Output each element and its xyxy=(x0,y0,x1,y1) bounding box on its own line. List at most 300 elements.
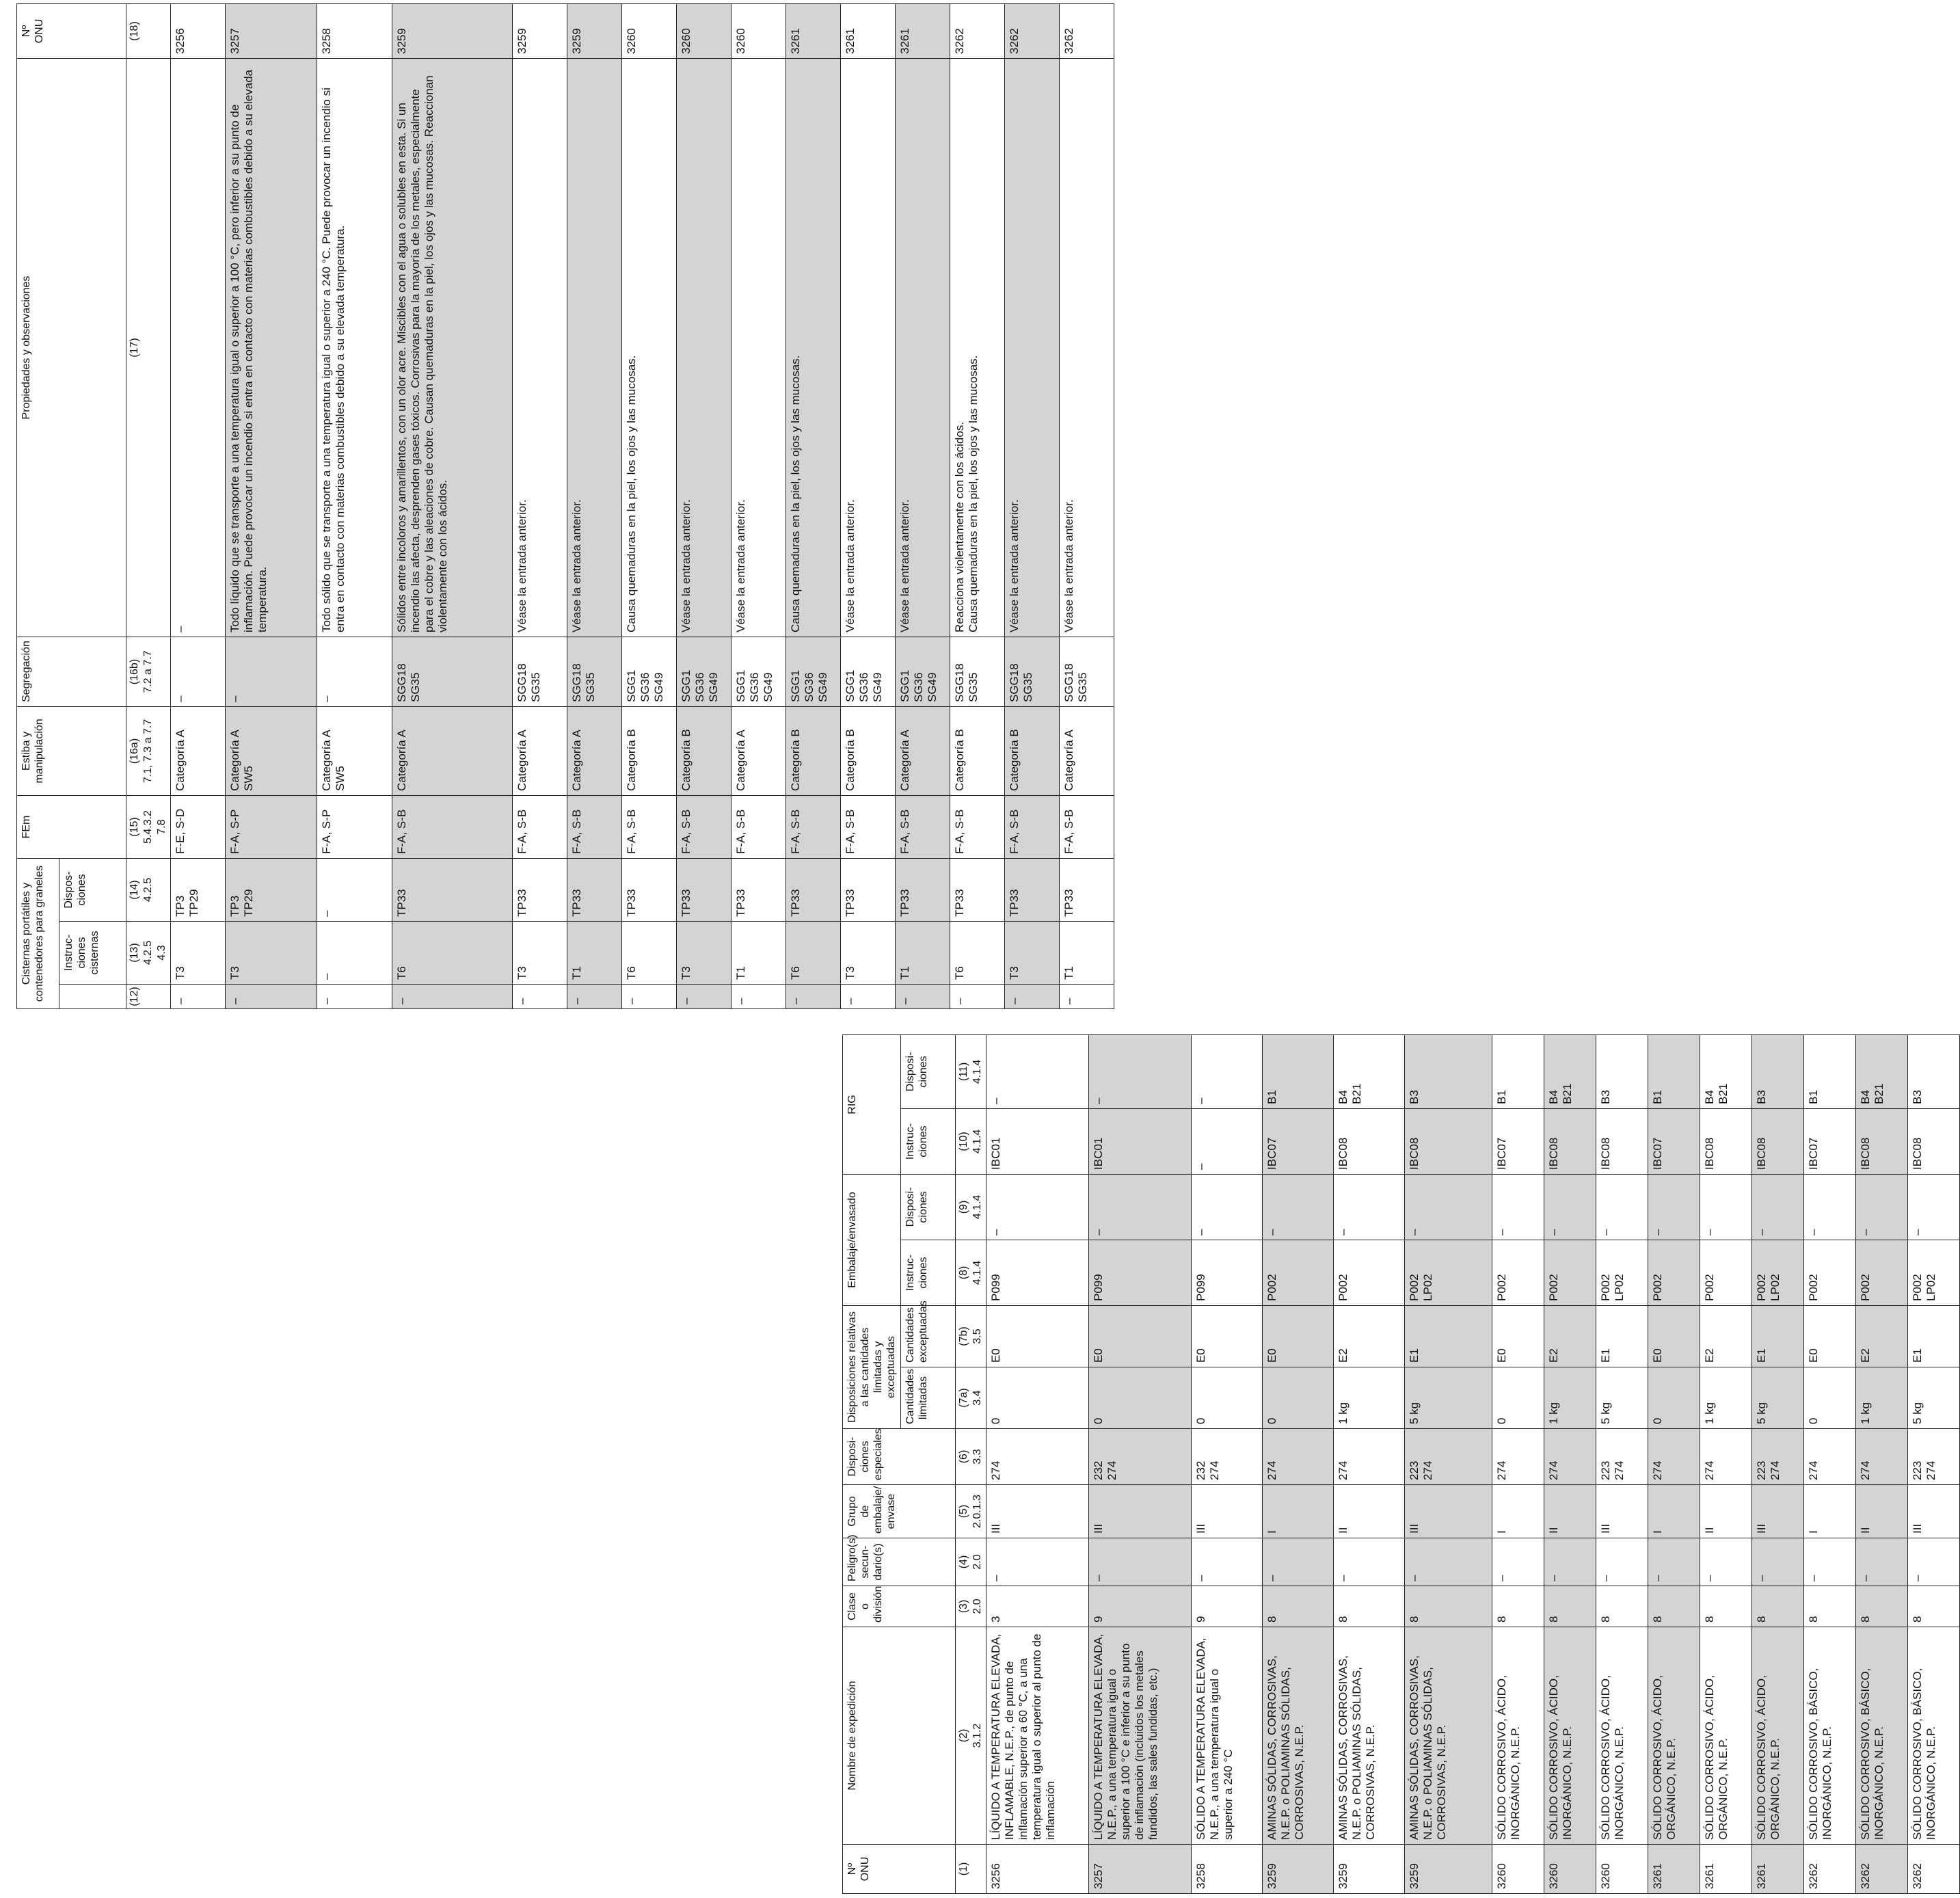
cell-subsidiary-risk: – xyxy=(1192,1538,1263,1586)
column-ref: (7b) 3.5 xyxy=(956,1305,986,1367)
cell-stowage: Categoría A xyxy=(1060,707,1114,796)
cell-packing-group: II xyxy=(1856,1485,1908,1538)
cell-ibc-provision: B3 xyxy=(1405,1034,1492,1108)
cell-col12: – xyxy=(896,985,950,1009)
cell-special-provisions: 274 xyxy=(1492,1429,1544,1485)
cell-excepted-quantity: E0 xyxy=(1263,1305,1334,1367)
header-limited-quantities: Cantidades limitadas xyxy=(901,1367,956,1429)
cell-packing-group: III xyxy=(1908,1485,1960,1538)
cell-class: 3 xyxy=(986,1586,1089,1627)
cell-packing-group: I xyxy=(1263,1485,1334,1538)
cell-segregation: SGG18 SG35 xyxy=(392,637,513,707)
header-limited-excepted-group: Disposiciones relativas a las cantidades limitadas y exceptuadas xyxy=(843,1305,901,1428)
cell-segregation: SGG1 SG36 SG49 xyxy=(677,637,731,707)
cell-properties: Véase la entrada anterior. xyxy=(677,59,731,637)
cell-tank-provision: TP33 xyxy=(841,859,896,922)
table-row xyxy=(513,4,567,1009)
column-ref: (16b) 7.2 a 7.7 xyxy=(126,637,171,707)
cell-limited-quantity: 5 kg xyxy=(1908,1367,1960,1429)
column-ref: (4) 2.0 xyxy=(956,1538,986,1586)
cell-properties: – xyxy=(171,59,226,637)
cell-ems: F-A, S-B xyxy=(513,796,567,859)
cell-ibc-provision: B3 xyxy=(1752,1034,1804,1108)
cell-tank-provision: TP33 xyxy=(1060,859,1114,922)
cell-un-number: 3262 xyxy=(1908,1845,1960,1894)
cell-ibc-provision: B1 xyxy=(1263,1034,1334,1108)
cell-excepted-quantity: E2 xyxy=(1544,1305,1596,1367)
cell-tank-instruction: T1 xyxy=(1060,922,1114,985)
cell-packing-instruction: P002 xyxy=(1263,1240,1334,1305)
dangerous-goods-table-right xyxy=(16,3,1114,1009)
cell-class: 9 xyxy=(1192,1586,1263,1627)
cell-shipping-name: SÓLIDO CORROSIVO, ÁCIDO, ORGÁNICO, N.E.P. xyxy=(1648,1627,1700,1845)
cell-tank-provision: TP33 xyxy=(950,859,1005,922)
cell-packing-group: II xyxy=(1700,1485,1752,1538)
cell-excepted-quantity: E0 xyxy=(986,1305,1089,1367)
cell-class: 8 xyxy=(1700,1586,1752,1627)
cell-tank-instruction: T3 xyxy=(513,922,567,985)
cell-packing-instruction: P002 xyxy=(1492,1240,1544,1305)
cell-stowage: Categoría A xyxy=(513,707,567,796)
cell-ibc-instruction: IBC07 xyxy=(1492,1108,1544,1174)
table-row xyxy=(677,4,731,1009)
cell-un-number-right: 3260 xyxy=(731,4,786,59)
cell-packing-group: III xyxy=(1596,1485,1648,1538)
cell-un-number: 3260 xyxy=(1544,1845,1596,1894)
cell-special-provisions: 274 xyxy=(1700,1429,1752,1485)
dangerous-goods-table-left xyxy=(842,1034,1960,1894)
column-ref: (3) 2.0 xyxy=(956,1586,986,1627)
cell-ibc-provision: B3 xyxy=(1908,1034,1960,1108)
cell-excepted-quantity: E0 xyxy=(1492,1305,1544,1367)
header-packing-group-title: Embalaje/envasado xyxy=(843,1174,901,1305)
cell-tank-provision: TP3 TP29 xyxy=(171,859,226,922)
cell-un-number: 3258 xyxy=(1192,1845,1263,1894)
cell-stowage: Categoría A xyxy=(896,707,950,796)
cell-stowage: Categoría B xyxy=(950,707,1005,796)
header-ibc-provisions: Disposi- ciones xyxy=(901,1034,956,1108)
cell-segregation: SGG18 SG35 xyxy=(1060,637,1114,707)
cell-excepted-quantity: E2 xyxy=(1334,1305,1405,1367)
table-row xyxy=(1089,1034,1192,1893)
column-reference-row-right xyxy=(126,4,171,1009)
cell-packing-instruction: P099 xyxy=(986,1240,1089,1305)
cell-subsidiary-risk: – xyxy=(1804,1538,1856,1586)
column-ref: (12) xyxy=(126,985,171,1009)
column-ref: (1) xyxy=(956,1845,986,1894)
table-row xyxy=(1060,4,1114,1009)
cell-ibc-provision: – xyxy=(1089,1034,1192,1108)
cell-shipping-name: AMINAS SÓLIDAS, CORROSIVAS, N.E.P. o POLIAMINAS SÓLIDAS, CORROSIVAS, N.E.P. xyxy=(1263,1627,1334,1845)
cell-col12: – xyxy=(317,985,392,1009)
header-class: Clase o división xyxy=(843,1586,956,1627)
cell-un-number: 3261 xyxy=(1700,1845,1752,1894)
cell-tank-instruction: T3 xyxy=(1005,922,1060,985)
cell-ems: F-A, S-B xyxy=(896,796,950,859)
cell-segregation: SGG1 SG36 SG49 xyxy=(841,637,896,707)
column-ref: (9) 4.1.4 xyxy=(956,1174,986,1240)
cell-subsidiary-risk: – xyxy=(1405,1538,1492,1586)
cell-tank-instruction: T3 xyxy=(171,922,226,985)
cell-ems: F-A, S-B xyxy=(786,796,841,859)
header-ems: FEm xyxy=(17,796,126,859)
cell-limited-quantity: 5 kg xyxy=(1752,1367,1804,1429)
cell-properties: Véase la entrada anterior. xyxy=(567,59,622,637)
cell-ems: F-E, S-D xyxy=(171,796,226,859)
cell-ibc-provision: – xyxy=(986,1034,1089,1108)
cell-col12: – xyxy=(567,985,622,1009)
cell-ems: F-A, S-B xyxy=(622,796,677,859)
cell-packing-instruction: P002 xyxy=(1804,1240,1856,1305)
cell-packing-provision: – xyxy=(1700,1174,1752,1240)
cell-packing-group: I xyxy=(1492,1485,1544,1538)
cell-ems: F-A, S-P xyxy=(226,796,317,859)
cell-ibc-instruction: IBC07 xyxy=(1804,1108,1856,1174)
cell-ibc-provision: B4 B21 xyxy=(1544,1034,1596,1108)
cell-ibc-provision: B4 B21 xyxy=(1700,1034,1752,1108)
cell-tank-provision: TP33 xyxy=(1005,859,1060,922)
column-ref: (16a) 7.1, 7.3 a 7.7 xyxy=(126,707,171,796)
cell-packing-provision: – xyxy=(1405,1174,1492,1240)
cell-packing-provision: – xyxy=(1544,1174,1596,1240)
table-row xyxy=(317,4,392,1009)
cell-special-provisions: 232 274 xyxy=(1089,1429,1192,1485)
cell-subsidiary-risk: – xyxy=(1752,1538,1804,1586)
header-excepted-quantities: Cantidades exceptuadas xyxy=(901,1305,956,1367)
column-ref: (6) 3.3 xyxy=(956,1429,986,1485)
cell-packing-provision: – xyxy=(1492,1174,1544,1240)
cell-limited-quantity: 0 xyxy=(1192,1367,1263,1429)
cell-shipping-name: AMINAS SÓLIDAS, CORROSIVAS, N.E.P. o POLIAMINAS SÓLIDAS, CORROSIVAS, N.E.P. xyxy=(1334,1627,1405,1845)
cell-packing-provision: – xyxy=(1648,1174,1700,1240)
cell-class: 8 xyxy=(1334,1586,1405,1627)
cell-packing-instruction: P002 xyxy=(1334,1240,1405,1305)
cell-excepted-quantity: E0 xyxy=(1089,1305,1192,1367)
cell-special-provisions: 274 xyxy=(1856,1429,1908,1485)
cell-excepted-quantity: E0 xyxy=(1648,1305,1700,1367)
cell-packing-instruction: P002 xyxy=(1648,1240,1700,1305)
cell-un-number-right: 3259 xyxy=(513,4,567,59)
cell-properties: Causa quemaduras en la piel, los ojos y las mucosas. xyxy=(786,59,841,637)
table-row xyxy=(567,4,622,1009)
cell-packing-instruction: P099 xyxy=(1192,1240,1263,1305)
column-ref: (15) 5.4.3.2 7.8 xyxy=(126,796,171,859)
cell-packing-instruction: P002 LP02 xyxy=(1596,1240,1648,1305)
cell-tank-provision: TP33 xyxy=(513,859,567,922)
cell-ibc-provision: B4 B21 xyxy=(1856,1034,1908,1108)
cell-class: 8 xyxy=(1405,1586,1492,1627)
cell-properties: Véase la entrada anterior. xyxy=(1005,59,1060,637)
cell-ems: F-A, S-P xyxy=(317,796,392,859)
cell-tank-provision: TP33 xyxy=(392,859,513,922)
cell-segregation: SGG1 SG36 SG49 xyxy=(786,637,841,707)
cell-un-number-right: 3260 xyxy=(622,4,677,59)
cell-segregation: SGG1 SG36 SG49 xyxy=(622,637,677,707)
cell-subsidiary-risk: – xyxy=(1648,1538,1700,1586)
table-row xyxy=(1492,1034,1544,1893)
cell-tank-provision: – xyxy=(317,859,392,922)
cell-ibc-instruction: IBC08 xyxy=(1700,1108,1752,1174)
cell-subsidiary-risk: – xyxy=(1544,1538,1596,1586)
cell-packing-instruction: P002 LP02 xyxy=(1752,1240,1804,1305)
column-ref: (8) 4.1.4 xyxy=(956,1240,986,1305)
cell-tank-provision: TP33 xyxy=(622,859,677,922)
cell-un-number: 3261 xyxy=(1752,1845,1804,1894)
cell-packing-provision: – xyxy=(1263,1174,1334,1240)
cell-special-provisions: 274 xyxy=(986,1429,1089,1485)
cell-tank-provision: TP3 TP29 xyxy=(226,859,317,922)
cell-class: 8 xyxy=(1804,1586,1856,1627)
cell-col12: – xyxy=(1005,985,1060,1009)
cell-tank-provision: TP33 xyxy=(731,859,786,922)
cell-segregation: – xyxy=(226,637,317,707)
cell-packing-instruction: P002 LP02 xyxy=(1405,1240,1492,1305)
cell-un-number: 3259 xyxy=(1405,1845,1492,1894)
cell-ibc-instruction: IBC08 xyxy=(1856,1108,1908,1174)
cell-ibc-provision: B1 xyxy=(1648,1034,1700,1108)
cell-shipping-name: LÍQUIDO A TEMPERATURA ELEVADA, N.E.P., a una temperatura igual o superior a 100 °C e inferior a su punto de inflamación (incluidos los metales fundidos, las sales fundidas, etc.) xyxy=(1089,1627,1192,1845)
cell-properties: Véase la entrada anterior. xyxy=(896,59,950,637)
table-row xyxy=(786,4,841,1009)
cell-packing-provision: – xyxy=(1089,1174,1192,1240)
table-row xyxy=(1648,1034,1700,1893)
cell-stowage: Categoría B xyxy=(677,707,731,796)
column-ref: (11) 4.1.4 xyxy=(956,1034,986,1108)
cell-shipping-name: SÓLIDO CORROSIVO, BÁSICO, INORGÁNICO, N.E.P. xyxy=(1908,1627,1960,1845)
cell-class: 8 xyxy=(1648,1586,1700,1627)
cell-ibc-instruction: IBC08 xyxy=(1596,1108,1648,1174)
cell-un-number-right: 3259 xyxy=(567,4,622,59)
cell-limited-quantity: 1 kg xyxy=(1544,1367,1596,1429)
table-row xyxy=(622,4,677,1009)
header-un-number: Nº ONU xyxy=(843,1845,956,1894)
cell-packing-instruction: P002 xyxy=(1544,1240,1596,1305)
cell-special-provisions: 223 274 xyxy=(1908,1429,1960,1485)
cell-stowage: Categoría A xyxy=(392,707,513,796)
cell-stowage: Categoría B xyxy=(622,707,677,796)
header-portable-tanks-group: Cisternas portátiles y contenedores para graneles xyxy=(17,859,59,1009)
table-row xyxy=(171,4,226,1009)
table-row xyxy=(731,4,786,1009)
cell-stowage: Categoría A SW5 xyxy=(317,707,392,796)
cell-packing-provision: – xyxy=(1856,1174,1908,1240)
cell-shipping-name: AMINAS SÓLIDAS, CORROSIVAS, N.E.P. o POLIAMINAS SÓLIDAS, CORROSIVAS, N.E.P. xyxy=(1405,1627,1492,1845)
cell-packing-instruction: P002 xyxy=(1856,1240,1908,1305)
cell-col12: – xyxy=(392,985,513,1009)
cell-col12: – xyxy=(950,985,1005,1009)
table-row xyxy=(1405,1034,1492,1893)
cell-ibc-provision: B3 xyxy=(1596,1034,1648,1108)
cell-col12: – xyxy=(1060,985,1114,1009)
cell-special-provisions: 274 xyxy=(1334,1429,1405,1485)
cell-limited-quantity: 0 xyxy=(986,1367,1089,1429)
table-row xyxy=(1263,1034,1334,1893)
cell-packing-group: III xyxy=(1752,1485,1804,1538)
cell-tank-instruction: T1 xyxy=(896,922,950,985)
cell-segregation: SGG18 SG35 xyxy=(513,637,567,707)
header-ibc-instructions: Instruc- ciones xyxy=(901,1108,956,1174)
cell-limited-quantity: 1 kg xyxy=(1700,1367,1752,1429)
cell-subsidiary-risk: – xyxy=(1856,1538,1908,1586)
cell-shipping-name: SÓLIDO CORROSIVO, ÁCIDO, INORGÁNICO, N.E.P. xyxy=(1544,1627,1596,1845)
cell-excepted-quantity: E1 xyxy=(1752,1305,1804,1367)
cell-packing-provision: – xyxy=(1908,1174,1960,1240)
cell-tank-instruction: T3 xyxy=(677,922,731,985)
cell-packing-group: I xyxy=(1804,1485,1856,1538)
cell-ibc-provision: – xyxy=(1192,1034,1263,1108)
cell-subsidiary-risk: – xyxy=(1908,1538,1960,1586)
header-stowage-handling: Estiba y manipulación xyxy=(17,707,126,796)
cell-excepted-quantity: E1 xyxy=(1596,1305,1648,1367)
cell-segregation: – xyxy=(171,637,226,707)
cell-un-number: 3259 xyxy=(1263,1845,1334,1894)
cell-packing-provision: – xyxy=(1334,1174,1405,1240)
cell-ibc-instruction: IBC08 xyxy=(1752,1108,1804,1174)
header-un-number-right: Nº ONU xyxy=(17,4,126,59)
cell-subsidiary-risk: – xyxy=(986,1538,1089,1586)
cell-shipping-name: SÓLIDO CORROSIVO, ÁCIDO, ORGÁNICO, N.E.P. xyxy=(1700,1627,1752,1845)
cell-packing-instruction: P002 xyxy=(1700,1240,1752,1305)
cell-tank-provision: TP33 xyxy=(896,859,950,922)
cell-un-number: 3259 xyxy=(1334,1845,1405,1894)
cell-limited-quantity: 0 xyxy=(1263,1367,1334,1429)
cell-special-provisions: 274 xyxy=(1263,1429,1334,1485)
cell-special-provisions: 274 xyxy=(1544,1429,1596,1485)
cell-packing-instruction: P002 LP02 xyxy=(1908,1240,1960,1305)
cell-un-number-right: 3262 xyxy=(1060,4,1114,59)
cell-tank-instruction: T6 xyxy=(622,922,677,985)
header-tank-instructions: Instruc- ciones cisternas xyxy=(59,922,126,985)
cell-limited-quantity: 0 xyxy=(1648,1367,1700,1429)
cell-limited-quantity: 0 xyxy=(1492,1367,1544,1429)
column-ref: (14) 4.2.5 xyxy=(126,859,171,922)
cell-tank-instruction: T1 xyxy=(567,922,622,985)
column-ref: (5) 2.0.1.3 xyxy=(956,1485,986,1538)
column-reference-row xyxy=(956,1034,986,1893)
column-ref: (13) 4.2.5 4.3 xyxy=(126,922,171,985)
column-ref: (17) xyxy=(126,59,171,637)
cell-subsidiary-risk: – xyxy=(1089,1538,1192,1586)
cell-ibc-provision: B4 B21 xyxy=(1334,1034,1405,1108)
cell-col12: – xyxy=(622,985,677,1009)
cell-class: 8 xyxy=(1263,1586,1334,1627)
cell-ibc-instruction: IBC01 xyxy=(986,1108,1089,1174)
cell-ibc-instruction: IBC08 xyxy=(1334,1108,1405,1174)
cell-segregation: SGG18 SG35 xyxy=(950,637,1005,707)
cell-shipping-name: SÓLIDO CORROSIVO, ÁCIDO, INORGÁNICO, N.E.P. xyxy=(1492,1627,1544,1845)
header-ibc-group: RIG xyxy=(843,1034,901,1174)
cell-packing-instruction: P099 xyxy=(1089,1240,1192,1305)
column-ref: (2) 3.1.2 xyxy=(956,1627,986,1845)
cell-segregation: SGG18 SG35 xyxy=(567,637,622,707)
cell-col12: – xyxy=(841,985,896,1009)
cell-ems: F-A, S-B xyxy=(950,796,1005,859)
cell-limited-quantity: 0 xyxy=(1804,1367,1856,1429)
cell-packing-group: II xyxy=(1334,1485,1405,1538)
cell-subsidiary-risk: – xyxy=(1492,1538,1544,1586)
cell-stowage: Categoría A SW5 xyxy=(226,707,317,796)
cell-un-number-right: 3258 xyxy=(317,4,392,59)
cell-tank-instruction: T6 xyxy=(392,922,513,985)
table-row xyxy=(1544,1034,1596,1893)
cell-limited-quantity: 1 kg xyxy=(1856,1367,1908,1429)
header-packing-group: Grupo de embalaje/ envase xyxy=(843,1485,956,1538)
cell-stowage: Categoría A xyxy=(171,707,226,796)
cell-properties: Véase la entrada anterior. xyxy=(1060,59,1114,637)
cell-segregation: – xyxy=(317,637,392,707)
cell-un-number-right: 3261 xyxy=(896,4,950,59)
cell-un-number-right: 3261 xyxy=(786,4,841,59)
cell-tank-provision: TP33 xyxy=(677,859,731,922)
cell-excepted-quantity: E0 xyxy=(1804,1305,1856,1367)
cell-un-number: 3256 xyxy=(986,1845,1089,1894)
cell-subsidiary-risk: – xyxy=(1334,1538,1405,1586)
table-row xyxy=(1596,1034,1648,1893)
cell-packing-provision: – xyxy=(1596,1174,1648,1240)
cell-packing-provision: – xyxy=(1752,1174,1804,1240)
cell-ibc-instruction: IBC08 xyxy=(1908,1108,1960,1174)
cell-ibc-instruction: IBC07 xyxy=(1263,1108,1334,1174)
cell-tank-instruction: T3 xyxy=(841,922,896,985)
cell-class: 8 xyxy=(1856,1586,1908,1627)
cell-packing-group: II xyxy=(1544,1485,1596,1538)
cell-ibc-provision: B1 xyxy=(1492,1034,1544,1108)
cell-excepted-quantity: E1 xyxy=(1405,1305,1492,1367)
cell-un-number: 3260 xyxy=(1596,1845,1648,1894)
table-row xyxy=(841,4,896,1009)
cell-un-number: 3261 xyxy=(1648,1845,1700,1894)
cell-properties: Todo líquido que se transporte a una temperatura igual o superior a 100 °C, pero inferior a su punto de inflamación. Puede provocar un incendio si entra en contacto con materias combustibles debido a su elevada temperatura. xyxy=(226,59,317,637)
column-ref: (10) 4.1.4 xyxy=(956,1108,986,1174)
cell-segregation: SGG18 SG35 xyxy=(1005,637,1060,707)
table-row xyxy=(392,4,513,1009)
cell-packing-group: III xyxy=(986,1485,1089,1538)
cell-ibc-instruction: IBC08 xyxy=(1544,1108,1596,1174)
cell-properties: Todo sólido que se transporte a una temperatura igual o superior a 240 °C. Puede provocar un incendio si entra en contacto con materias combustibles debido a su elevada temperatura. xyxy=(317,59,392,637)
cell-subsidiary-risk: – xyxy=(1263,1538,1334,1586)
cell-un-number-right: 3260 xyxy=(677,4,731,59)
cell-properties: Causa quemaduras en la piel, los ojos y las mucosas. xyxy=(622,59,677,637)
cell-excepted-quantity: E1 xyxy=(1908,1305,1960,1367)
cell-ibc-instruction: IBC01 xyxy=(1089,1108,1192,1174)
cell-properties: Reacciona violentamente con los ácidos. Causa quemaduras en la piel, los ojos y las mucosas. xyxy=(950,59,1005,637)
cell-un-number-right: 3262 xyxy=(950,4,1005,59)
cell-subsidiary-risk: – xyxy=(1596,1538,1648,1586)
cell-ems: F-A, S-B xyxy=(392,796,513,859)
cell-un-number: 3260 xyxy=(1492,1845,1544,1894)
cell-tank-instruction: T6 xyxy=(786,922,841,985)
header-packing-instructions: Instruc- ciones xyxy=(901,1240,956,1305)
cell-col12: – xyxy=(513,985,567,1009)
cell-limited-quantity: 5 kg xyxy=(1405,1367,1492,1429)
header-segregation: Segregación xyxy=(17,637,126,707)
cell-excepted-quantity: E0 xyxy=(1192,1305,1263,1367)
cell-packing-provision: – xyxy=(1804,1174,1856,1240)
cell-properties: Véase la entrada anterior. xyxy=(731,59,786,637)
table-row xyxy=(896,4,950,1009)
table-row xyxy=(1804,1034,1856,1893)
cell-stowage: Categoría A xyxy=(731,707,786,796)
cell-shipping-name: SÓLIDO CORROSIVO, ÁCIDO, INORGÁNICO, N.E.P. xyxy=(1596,1627,1648,1845)
table-row xyxy=(1005,4,1060,1009)
table-row xyxy=(1752,1034,1804,1893)
cell-un-number-right: 3261 xyxy=(841,4,896,59)
cell-class: 8 xyxy=(1544,1586,1596,1627)
cell-tank-instruction: T6 xyxy=(950,922,1005,985)
cell-ems: F-A, S-B xyxy=(677,796,731,859)
cell-tank-provision: TP33 xyxy=(567,859,622,922)
header-tank-provisions: Dispos- ciones xyxy=(59,859,126,922)
